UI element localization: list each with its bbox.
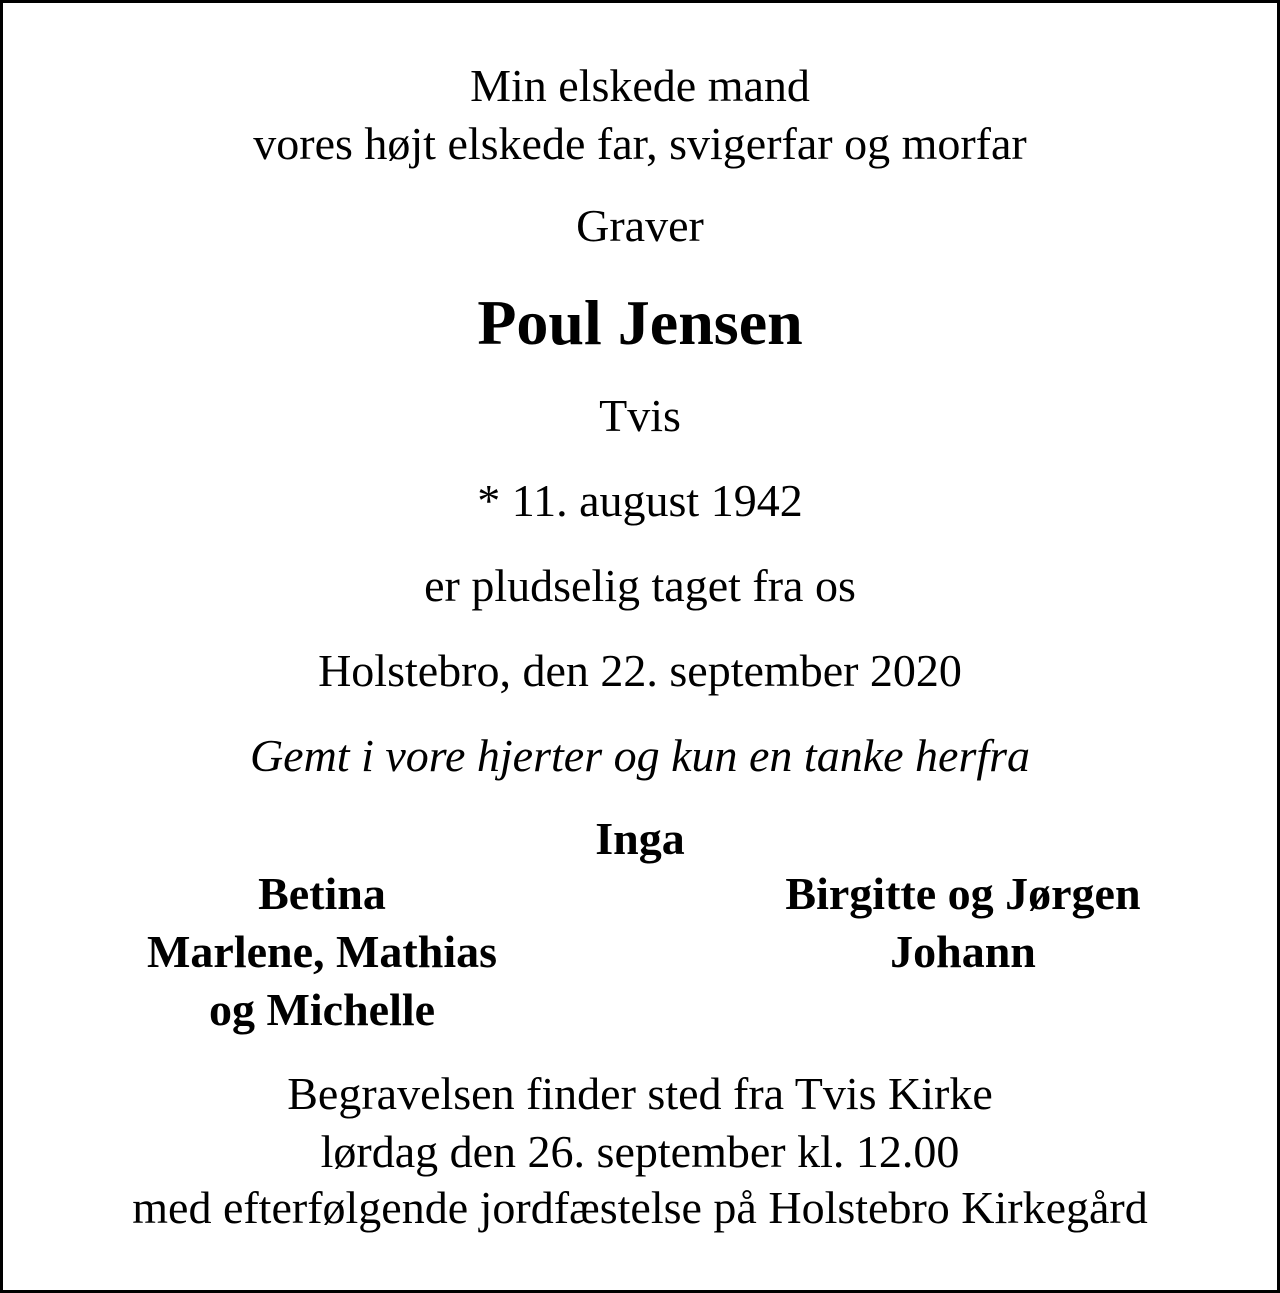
mourner-left-1: Betina (258, 868, 386, 919)
hometown: Tvis (599, 390, 681, 441)
funeral-line-1: Begravelsen finder sted fra Tvis Kirke (287, 1068, 993, 1119)
occupation: Graver (576, 200, 704, 251)
mourners-left-group (22, 868, 622, 1045)
mourner-right-1: Birgitte og Jørgen (785, 868, 1141, 919)
memorial-quote: Gemt i vore hjerter og kun en tanke herfra (249, 730, 1031, 781)
mourner-left-2: Marlene, Mathias (146, 926, 498, 977)
deceased-name: Poul Jensen (477, 287, 803, 358)
funeral-line-2: lørdag den 26. september kl. 12.00 (320, 1126, 960, 1177)
mourner-spouse: Inga (595, 813, 685, 864)
place-and-date: Holstebro, den 22. september 2020 (318, 645, 962, 696)
passed-phrase: er pludselig taget fra os (424, 560, 856, 611)
funeral-line-3: med efterfølgende jordfæstelse på Holstebro Kirkegård (132, 1182, 1148, 1233)
intro-line-2: vores højt elskede far, svigerfar og morfar (253, 118, 1027, 169)
mourner-left-3: og Michelle (208, 984, 436, 1035)
intro-line-1: Min elskede mand (470, 60, 810, 111)
mourner-right-2: Johann (890, 926, 1036, 977)
birth-date: * 11. august 1942 (477, 475, 803, 526)
mourners-right-group (663, 868, 1263, 987)
